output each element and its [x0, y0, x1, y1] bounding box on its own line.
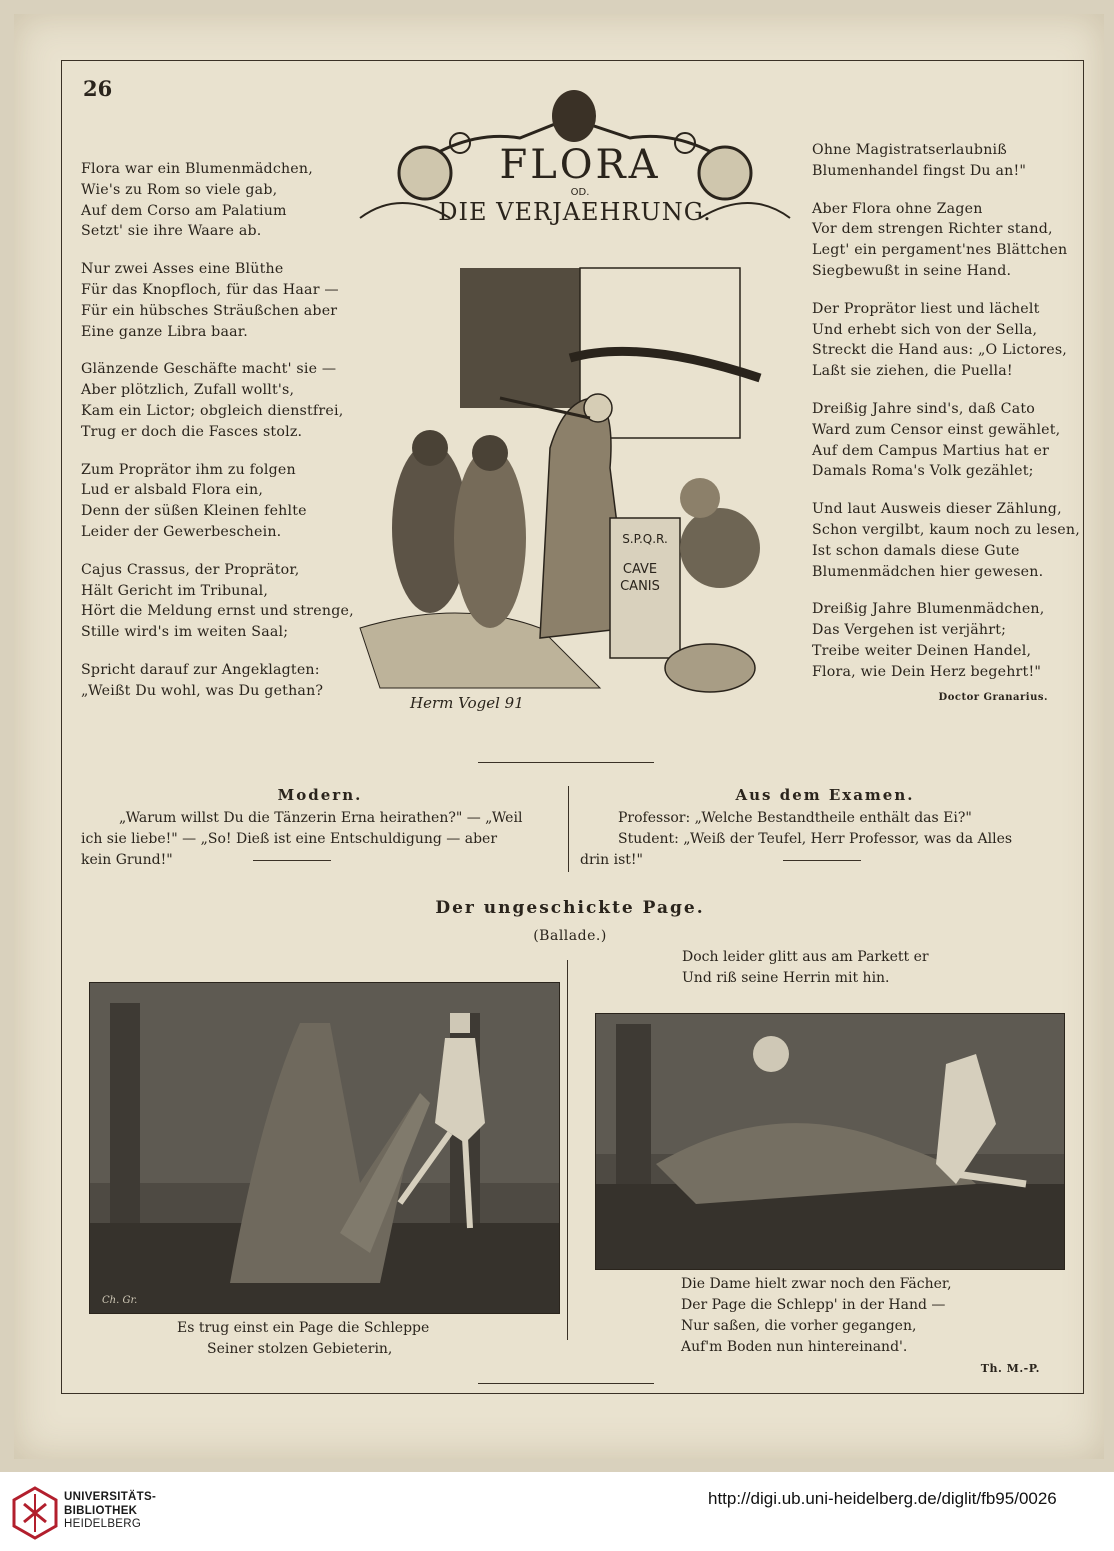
modern-line-3: kein Grund!" [81, 852, 173, 868]
ballad-column-divider [567, 960, 568, 1340]
examen-line-3: drin ist!" [580, 852, 643, 868]
end-rule [253, 860, 331, 861]
poem-line: Eine ganze Libra baar. [81, 323, 248, 340]
caption-line: Doch leider glitt aus am Parkett er [682, 949, 929, 965]
caption-line: Seiner stolzen Gebieterin, [207, 1341, 393, 1357]
poem-line: Leider der Gewerbeschein. [81, 523, 282, 540]
modern-heading: Modern. [277, 786, 363, 804]
caption-line: Der Page die Schlepp' in der Hand — [681, 1297, 946, 1313]
poem-line: Denn der süßen Kleinen fehlte [81, 503, 307, 520]
poem-line: Für das Knopfloch, für das Haar — [81, 281, 339, 298]
poem-line: Und laut Ausweis dieser Zählung, [812, 501, 1062, 518]
poem-line: Spricht darauf zur Angeklagten: [81, 661, 320, 678]
logo-line: UNIVERSITÄTS- [64, 1491, 157, 1503]
poem-stanza [812, 599, 1080, 682]
poem-stanza [81, 560, 354, 643]
logo-line: BIBLIOTHEK [64, 1504, 138, 1517]
ballad-photo-both-fallen [595, 1013, 1065, 1270]
poem-stanza [812, 499, 1080, 582]
poem-line: Siegbewußt in seine Hand. [812, 262, 1012, 279]
spqr-label: S.P.Q.R. [622, 532, 668, 546]
poem-line: Nur zwei Asses eine Blüthe [81, 261, 284, 278]
flora-subtitle: DIE VERJAEHRUNG. [438, 198, 712, 226]
examen-text [580, 808, 1062, 871]
flora-illustration [340, 68, 808, 728]
flora-poem-left-column [81, 159, 354, 719]
ballad-photo-page-carrying-train [89, 982, 560, 1314]
university-logo-text [64, 1491, 156, 1532]
logo-line: HEIDELBERG [64, 1518, 142, 1530]
poem-line: Auf dem Corso am Palatium [81, 202, 287, 219]
poem-line: Aber plötzlich, Zufall wollt's, [81, 382, 295, 399]
flora-poem-right-column [812, 140, 1080, 700]
flora-drawing [340, 68, 808, 728]
poem-line: Vor dem strengen Richter stand, [812, 221, 1053, 238]
caption-line: Und riß seine Herrin mit hin. [682, 970, 890, 986]
modern-line-1: „Warum willst Du die Tänzerin Erna heirathen?" — „Weil [119, 810, 523, 826]
caption-line: Auf'm Boden nun hintereinand'. [681, 1339, 908, 1355]
poem-stanza [81, 359, 354, 442]
poem-line: Dreißig Jahre sind's, daß Cato [812, 400, 1035, 417]
poem-line: Lud er alsbald Flora ein, [81, 482, 264, 499]
caption-line: Nur saßen, die vorher gegangen, [681, 1318, 917, 1334]
caption-line: Es trug einst ein Page die Schleppe [177, 1320, 430, 1336]
poem-line: Wie's zu Rom so viele gab, [81, 181, 278, 198]
poem-stanza [812, 140, 1080, 182]
artist-signature: Herm Vogel 91 [410, 694, 524, 712]
source-url-link[interactable]: http://digi.ub.uni-heidelberg.de/diglit/fb95/0026 [708, 1489, 1057, 1508]
bottom-divider-rule [478, 1383, 654, 1384]
poem-line: Blumenmädchen hier gewesen. [812, 563, 1044, 580]
ballad-caption-bottom-right [681, 1274, 952, 1358]
poem-line: Legt' ein pergament'nes Blättchen [812, 242, 1068, 259]
flora-title-od: OD. [570, 187, 590, 198]
poem-line: Stille wird's im weiten Saal; [81, 624, 289, 641]
poem-stanza [81, 159, 354, 242]
ballad-subheading: (Ballade.) [533, 928, 607, 944]
poem-line: Flora, wie Dein Herz begehrt!" [812, 663, 1042, 680]
ballad-caption-top-right [682, 947, 929, 989]
poem-line: Ohne Magistratserlaubniß [812, 142, 1007, 158]
poem-stanza [81, 660, 354, 702]
cave-label: CAVE [622, 562, 658, 577]
examen-line-2: Student: „Weiß der Teufel, Herr Professor, was da Alles [618, 831, 1013, 847]
mask-left-icon [399, 147, 451, 199]
flora-byline: Doctor Granarius. [938, 692, 1048, 703]
poem-line: Kam ein Lictor; obgleich dienstfrei, [81, 402, 344, 419]
poem-stanza [81, 259, 354, 342]
poem-line: Das Vergehen ist verjährt; [812, 622, 1007, 639]
poem-line: Aber Flora ohne Zagen [812, 200, 983, 217]
poem-line: Auf dem Campus Martius hat er [812, 442, 1050, 459]
end-rule [783, 860, 861, 861]
poem-line: Streckt die Hand aus: „O Lictores, [812, 342, 1068, 359]
poem-line: Der Proprätor liest und lächelt [812, 300, 1040, 317]
poem-stanza [812, 199, 1080, 282]
page-number: 26 [83, 76, 113, 101]
modern-line-2: ich sie liebe!" — „So! Dieß ist eine Entschuldigung — aber [81, 831, 498, 847]
poem-line: Laßt sie ziehen, die Puella! [812, 363, 1013, 380]
poem-line: Flora war ein Blumenmädchen, [81, 161, 313, 177]
poem-line: Und erhebt sich von der Sella, [812, 321, 1038, 338]
flower-basket [680, 508, 760, 588]
ballad-caption-bottom-left [177, 1318, 429, 1360]
poem-line: Setzt' sie ihre Waare ab. [81, 223, 262, 240]
poem-stanza [81, 460, 354, 543]
poem-stanza [812, 399, 1080, 482]
examen-heading: Aus dem Examen. [735, 786, 915, 804]
poem-line: Damals Roma's Volk gezählet; [812, 463, 1034, 480]
poem-line: Hört die Meldung ernst und strenge, [81, 603, 354, 620]
canis-label: CANIS [620, 579, 660, 594]
column-divider [568, 786, 569, 872]
flora-title: FLORA [499, 142, 661, 188]
poem-stanza [812, 299, 1080, 382]
poem-line: Ward zum Censor einst gewählet, [812, 421, 1061, 438]
ballad-byline: Th. M.-P. [980, 1362, 1040, 1375]
poem-line: Ist schon damals diese Gute [812, 542, 1020, 559]
poem-line: Cajus Crassus, der Proprätor, [81, 561, 300, 578]
poem-line: Glänzende Geschäfte macht' sie — [81, 361, 337, 378]
caption-line: Die Dame hielt zwar noch den Fächer, [681, 1276, 952, 1292]
poem-line: Dreißig Jahre Blumenmädchen, [812, 601, 1045, 618]
poem-line: „Weißt Du wohl, was Du gethan? [81, 682, 324, 699]
poem-line: Schon vergilbt, kaum noch zu lesen, [812, 521, 1080, 538]
ballad-heading: Der ungeschickte Page. [435, 898, 705, 918]
poem-line: Treibe weiter Deinen Handel, [812, 642, 1032, 659]
poem-line: Für ein hübsches Sträußchen aber [81, 302, 338, 319]
modern-text [81, 808, 557, 871]
poem-line: Trug er doch die Fasces stolz. [81, 423, 303, 440]
divider-rule [478, 762, 654, 763]
dog-figure [665, 644, 755, 692]
digitization-footer [0, 1472, 1114, 1551]
poem-line: Zum Proprätor ihm zu folgen [81, 461, 296, 478]
examen-line-1: Professor: „Welche Bestandtheile enthält das Ei?" [618, 810, 972, 826]
poem-line: Hält Gericht im Tribunal, [81, 582, 269, 599]
page-figure-head [450, 1013, 470, 1033]
poem-line: Blumenhandel fingst Du an!" [812, 162, 1027, 179]
grotesque-face-icon [552, 90, 596, 142]
university-logo-icon [10, 1484, 60, 1542]
mask-right-icon [699, 147, 751, 199]
svg-text:Ch. Gr.: Ch. Gr. [102, 1295, 138, 1306]
